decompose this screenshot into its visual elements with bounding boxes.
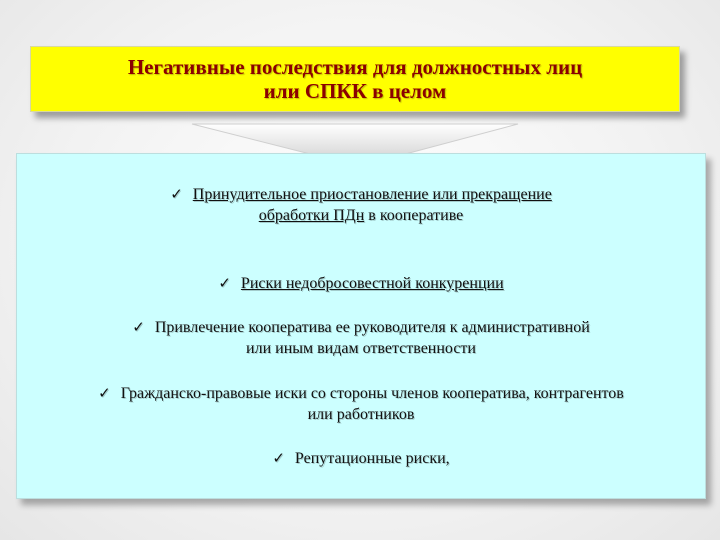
checkmark-icon: ✓ — [170, 185, 183, 203]
bullet-item-forced-suspension — [17, 184, 705, 226]
slide-title-line-2: или СПКК в целом — [263, 79, 447, 103]
bullet-item-civil-lawsuits — [17, 383, 705, 425]
checkmark-icon: ✓ — [132, 318, 145, 336]
bullet-text-line-2-underlined: обработки ПДн — [258, 207, 365, 224]
content-panel — [16, 153, 706, 499]
bullet-text-line-1: Риски недобросовестной конкуренции — [240, 275, 504, 292]
checkmark-icon: ✓ — [218, 274, 231, 292]
bullet-text-line-2-rest: в кооперативе — [364, 207, 464, 224]
bullet-item-unfair-competition — [17, 273, 705, 294]
bullet-text-line-1: Привлечение кооператива ее руководителя к административной — [154, 319, 590, 336]
bullet-text-line-1: Принудительное приостановление или прекращение — [192, 186, 552, 203]
bullet-text-line-2: или работников — [307, 406, 415, 423]
title-banner — [30, 46, 680, 112]
slide-title — [128, 55, 582, 103]
bullet-text-line-1: Гражданско-правовые иски со стороны членов кооператива, контрагентов — [120, 385, 624, 402]
bullet-item-administrative-liability — [17, 317, 705, 359]
bullet-text-line-1: Репутационные риски, — [294, 450, 450, 467]
checkmark-icon: ✓ — [98, 384, 111, 402]
slide-title-line-1: Негативные последствия для должностных лиц — [127, 55, 583, 79]
bullet-item-reputation-risks — [17, 448, 705, 469]
bullet-text-line-2: или иным видам ответственности — [246, 340, 476, 357]
checkmark-icon: ✓ — [272, 449, 285, 467]
